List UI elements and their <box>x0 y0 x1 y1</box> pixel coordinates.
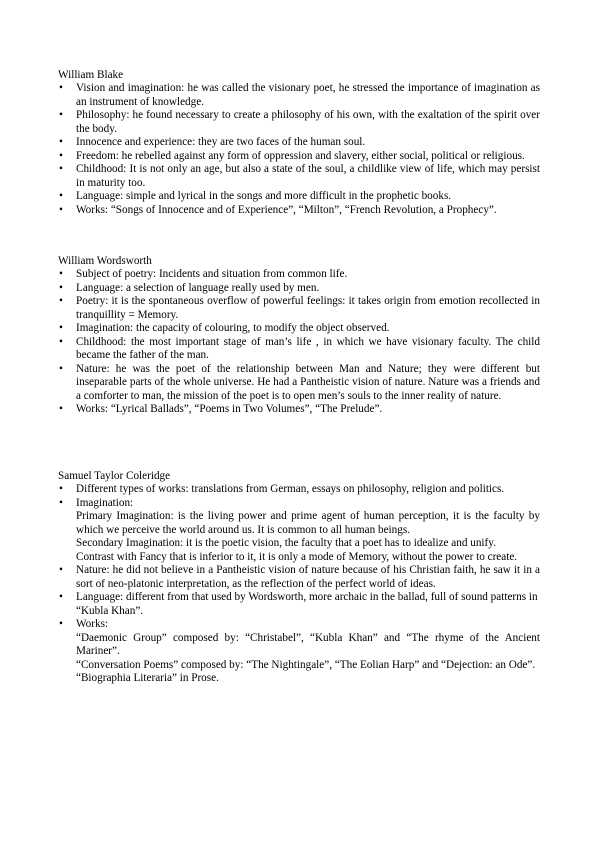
list-item: • Language: a selection of language really used by men. <box>59 281 320 294</box>
list-item: • Innocence and experience: they are two faces of the human soul. <box>59 136 366 148</box>
section-william-wordsworth <box>58 254 540 417</box>
biographia-literaria-text: “Biographia Literaria” in Prose. <box>76 672 219 684</box>
bullet-icon: • <box>59 362 63 375</box>
primary-imagination-text: Primary Imagination: is the living power and prime agent of human perception, it is the faculty by which we perceive the world around us. It is common to all human beings. <box>76 510 540 536</box>
list-item: • Nature: he did not believe in a Pantheistic vision of nature because of his Christian faith, he saw it in a sort of neo-platonic interpretation, as the reflection of the perfect world of ideas. <box>59 564 540 590</box>
bullet-icon: • <box>59 203 63 216</box>
bullet-icon: • <box>59 109 63 121</box>
conversation-poems-text: “Conversation Poems” composed by: “The Nightingale”, “The Eolian Harp” and “Dejection: an Ode”. <box>76 658 536 671</box>
list-item: • Childhood: the most important stage of man’s life , in which we have visionary faculty. The child became the father of the man. <box>59 335 540 361</box>
bullet-icon: • <box>59 281 63 294</box>
bullet-icon: • <box>59 163 63 175</box>
section-title: William Wordsworth <box>58 255 152 267</box>
list-item: • Poetry: it is the spontaneous overflow of powerful feelings: it takes origin from emotion recollected in tranquillity = Memory. <box>59 295 540 321</box>
bullet-list <box>58 82 540 217</box>
list-item: • Language: simple and lyrical in the songs and more difficult in the prophetic books. <box>59 190 452 202</box>
bullet-icon: • <box>59 190 63 202</box>
section-william-blake <box>58 68 540 217</box>
list-item: • Language: different from that used by Wordsworth, more archaic in the ballad, full of sound patterns in “Kubla Khan”. <box>59 591 538 617</box>
bullet-icon: • <box>59 149 63 162</box>
list-item: • Freedom: he rebelled against any form of oppression and slavery, either social, political or religious. <box>59 149 525 162</box>
bullet-icon: • <box>59 618 63 630</box>
list-item: • Imagination: the capacity of colouring, to modify the object observed. <box>59 322 390 334</box>
list-item: • Nature: he was the poet of the relationship between Man and Nature; they were different but inseparable parts of the whole universe. He had a Pantheistic vision of nature. Nature was a friends and a comforter to man, the mission of the poet is to open men’s souls to the inner reality of nature. <box>59 362 540 402</box>
section-title: Samuel Taylor Coleridge <box>58 470 171 482</box>
daemonic-group-text: “Daemonic Group” composed by: “Christabel”, “Kubla Khan” and “The rhyme of the Ancient Mariner”. <box>76 631 540 657</box>
list-item: • Childhood: It is not only an age, but also a state of the soul, a childlike view of life, which may persist in maturity too. <box>59 163 540 189</box>
bullet-list <box>58 483 540 686</box>
bullet-list <box>58 268 540 417</box>
list-item <box>58 497 540 565</box>
works-label: Works: <box>76 618 109 630</box>
list-item: • Subject of poetry: Incidents and situation from common life. <box>59 268 348 280</box>
bullet-icon: • <box>59 268 63 280</box>
bullet-icon: • <box>59 295 63 307</box>
bullet-icon: • <box>59 496 63 509</box>
list-item: • Works: “Songs of Innocence and of Experience”, “Milton”, “French Revolution, a Prophecy”. <box>59 203 497 216</box>
imagination-label: Imagination: <box>76 496 134 509</box>
bullet-icon: • <box>59 403 63 415</box>
fancy-text: Contrast with Fancy that is inferior to it, it is only a mode of Memory, without the power to create. <box>76 550 518 563</box>
list-item <box>58 618 540 686</box>
bullet-icon: • <box>59 82 63 94</box>
list-item: • Different types of works: translations from German, essays on philosophy, religion and politics. <box>59 483 505 495</box>
bullet-icon: • <box>59 322 63 334</box>
list-item: • Works: “Lyrical Ballads”, “Poems in Two Volumes”, “The Prelude”. <box>59 403 383 415</box>
section-title: William Blake <box>58 69 124 81</box>
bullet-icon: • <box>59 483 63 495</box>
bullet-icon: • <box>59 564 63 576</box>
bullet-icon: • <box>59 335 63 348</box>
list-item: • Philosophy: he found necessary to create a philosophy of his own, with the exaltation of the spirit over the body. <box>59 109 540 135</box>
bullet-icon: • <box>59 136 63 148</box>
section-samuel-taylor-coleridge <box>58 469 540 686</box>
bullet-icon: • <box>59 591 63 603</box>
list-item: • Vision and imagination: he was called the visionary poet, he stressed the importance of imagination as an instrument of knowledge. <box>59 82 540 108</box>
secondary-imagination-text: Secondary Imagination: it is the poetic vision, the faculty that a poet has to idealize and unify. <box>76 537 496 549</box>
